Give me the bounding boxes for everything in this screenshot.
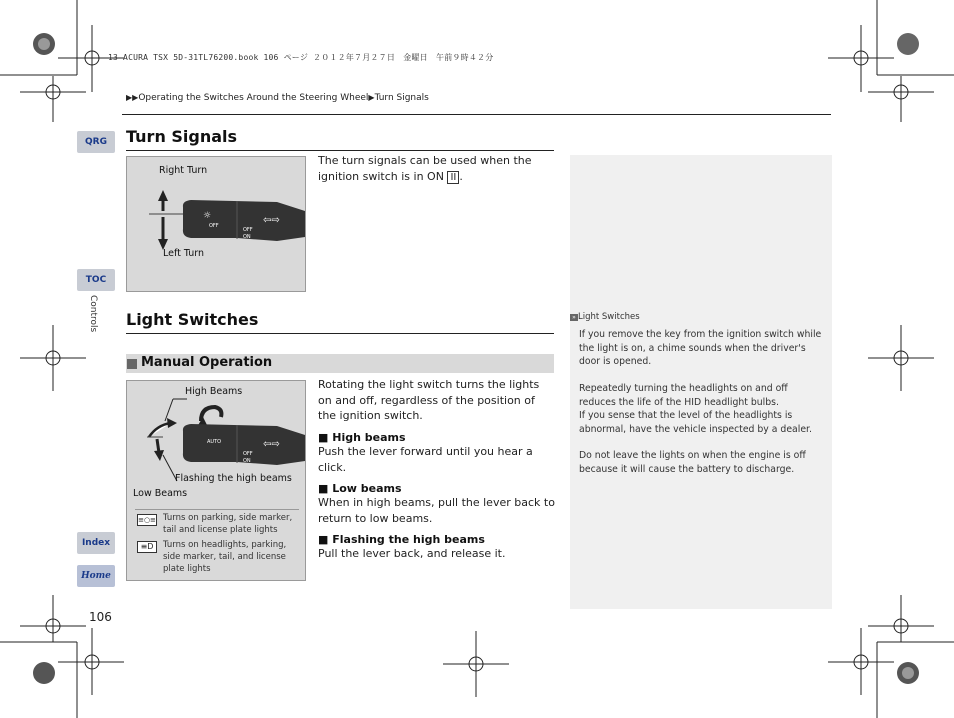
- light-switches-title: Light Switches: [126, 310, 259, 329]
- ignition-position-box: II: [447, 171, 459, 184]
- section-square-icon: [127, 359, 137, 369]
- toc-button[interactable]: TOC: [77, 269, 115, 291]
- notes-ref-title: Light Switches: [578, 312, 640, 322]
- svg-text:⇦⇨: ⇦⇨: [263, 215, 280, 226]
- square-bullet-icon: ■: [318, 533, 333, 546]
- square-bullet-icon: ■: [318, 431, 333, 444]
- note-paragraph: Repeatedly turning the headlights on and off reduces the life of the HID headlight bulbs. If you sense that the level of the headlights is abnormal, have the vehicle inspected by a dealer.: [579, 383, 812, 435]
- notes-panel: [570, 155, 832, 609]
- home-button[interactable]: Home: [77, 565, 115, 587]
- manual-operation-title: Manual Operation: [141, 355, 273, 370]
- item-low-beams-title: Low beams: [332, 482, 402, 495]
- headlights-icon: ≡D: [137, 541, 157, 553]
- header-rule: [122, 114, 831, 115]
- breadcrumb: [126, 93, 429, 103]
- light-switches-intro: Rotating the light switch turns the lights on and off, regardless of the position of the ignition switch.: [318, 378, 540, 422]
- page-number: 106: [89, 610, 112, 624]
- manual-operation-bar: [126, 354, 554, 373]
- right-turn-label: Right Turn: [159, 165, 208, 176]
- legend-headlights-text: Turns on headlights, parking, side marker, tail, and license plate lights: [163, 540, 287, 574]
- item-high-beams-title: High beams: [332, 431, 406, 444]
- light-switches-items: [318, 431, 556, 562]
- item-high-beams: [318, 431, 556, 475]
- parking-lights-icon: ≡○≡: [138, 516, 156, 524]
- stalk-on2-text: ON: [243, 458, 251, 464]
- light-switches-rule: [126, 333, 554, 334]
- turn-signals-text-end: .: [459, 169, 463, 183]
- item-flashing-text: Pull the lever back, and release it.: [318, 547, 506, 560]
- item-flashing: [318, 533, 556, 562]
- square-bullet-icon: ■: [318, 482, 333, 495]
- svg-text:⇦⇨: ⇦⇨: [263, 439, 280, 450]
- stalk-auto-text: AUTO: [207, 439, 222, 445]
- left-turn-label: Left Turn: [163, 248, 205, 259]
- legend-rule: [135, 509, 299, 510]
- stalk-on-text: ON: [243, 234, 251, 240]
- turn-signals-rule: [126, 150, 554, 151]
- high-beams-label: High Beams: [185, 386, 243, 397]
- notes-ref[interactable]: [570, 312, 640, 322]
- print-header: 13 ACURA TSX 5D-31TL76200.book 106 ページ ２０１２年７月２７日 金曜日 午前９時４２分: [108, 53, 494, 62]
- item-low-beams-text: When in high beams, pull the lever back to return to low beams.: [318, 496, 555, 525]
- item-high-beams-text: Push the lever forward until you hear a click.: [318, 445, 533, 474]
- turn-signals-figure: [126, 156, 306, 292]
- breadcrumb-current: Turn Signals: [374, 93, 429, 103]
- turn-signals-title: Turn Signals: [126, 127, 238, 146]
- turn-signal-stalk-illustration: [127, 157, 305, 291]
- svg-text:☼: ☼: [203, 211, 212, 221]
- stalk-off3-text: OFF: [243, 451, 253, 457]
- breadcrumb-parent-link[interactable]: Operating the Switches Around the Steering Wheel: [138, 93, 369, 103]
- light-switches-figure: [126, 380, 306, 581]
- qrg-button[interactable]: QRG: [77, 131, 115, 153]
- section-tab-controls: Controls: [88, 295, 98, 333]
- item-flashing-title: Flashing the high beams: [332, 533, 485, 546]
- note-paragraph: If you remove the key from the ignition switch while the light is on, a chime sounds when the driver's door is opened.: [579, 329, 822, 367]
- turn-signals-body: [318, 153, 556, 184]
- note-paragraph: Do not leave the lights on when the engine is off because it will cause the battery to discharge.: [579, 450, 806, 475]
- low-beams-label: Low Beams: [133, 488, 188, 499]
- legend-parking-text: Turns on parking, side marker, tail and license plate lights: [163, 513, 293, 535]
- item-low-beams: [318, 482, 556, 526]
- breadcrumb-separator: ▶: [368, 93, 375, 102]
- stalk-off2-text: OFF: [243, 227, 253, 233]
- index-button[interactable]: Index: [77, 532, 115, 554]
- flashing-label: Flashing the high beams: [175, 473, 292, 484]
- stalk-off-text: OFF: [209, 223, 219, 229]
- breadcrumb-arrows: ▶▶: [126, 93, 139, 102]
- turn-signals-text: The turn signals can be used when the ignition switch is in ON: [318, 154, 532, 183]
- ref-arrow-icon: »: [570, 314, 578, 321]
